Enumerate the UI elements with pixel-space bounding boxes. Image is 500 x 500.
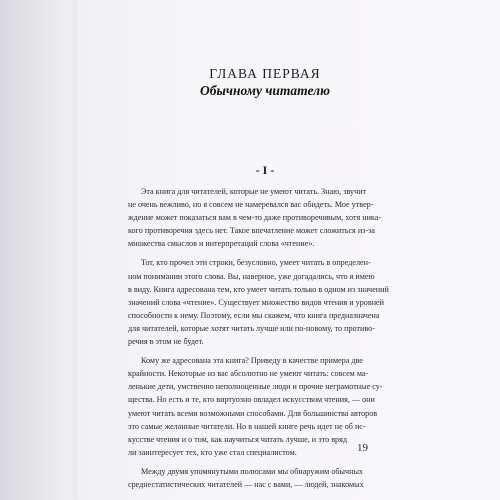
text-line: речия в этом не будет. [128,337,204,347]
text-line: Кому же адресована эта книга? Приведу в качестве примера две [141,356,363,366]
text-line: значений слова «чтение». Существует множество видов чтения и уровней [128,297,384,307]
page-number: 19 [357,442,368,454]
paragraph [128,465,363,491]
text-line: умеют читать всеми возможными способами. Для большинства авторов [128,408,378,418]
chapter-heading: ГЛАВА ПЕРВАЯ [209,66,321,81]
text-line: способности к нему. Поэтому, если мы скажем, что книга предназначена [128,310,380,320]
text-line: Тот, кто прочел эти строки, безусловно, умеет читать в определен- [141,258,371,268]
text-line: ли заинтересует тех, кто уже стал специалистом. [128,447,297,457]
text-line: в виду. Книга адресована тем, кто умеет читать только в одном из значений [128,284,389,294]
text-line: это самые желанные читатели. Но в нашей книге речь идет не об ис- [128,421,366,431]
paragraph [128,256,389,348]
text-line: не очень вежливо, но я совсем не намеревался вас обидеть. Мое утвер- [128,200,374,210]
text-line: среднестатистических читателей — нас с вами, — людей, знакомых [128,479,364,489]
chapter-subtitle: Обычному читателю [200,83,330,98]
paragraph [128,354,383,459]
text-line: кусстве чтения и о том, как научиться читать лучше, и это вряд [128,434,347,444]
text-line: ном понимании этого слова. Вы, наверное, уже догадались, что я имею [128,271,375,281]
body-text [128,185,389,497]
text-line: для читателей, которые хотят читать лучше или по-новому, то противо- [128,323,375,333]
text-line: крайности. Некоторые из вас абсолютно не умеют читать: совсем ма- [128,369,369,379]
text-line: щества. Но есть и те, кто виртуозно овладел искусством чтения, — они [128,395,375,405]
text-line: множества смыслов и интерпретаций слова «чтение». [128,239,315,249]
text-line: ленькие дети, умственно неполноценные люди и прочие неграмотные су- [128,382,383,392]
section-marker: - I - [255,163,275,177]
text-line: кого противоречия здесь нет. Такое впечатление может сложиться из-за [128,226,375,236]
text-line: ждение может показаться вам в чем-то даже противоречивым, хотя ника- [128,213,382,223]
paragraph [128,185,382,250]
text-line: Эта книга для читателей, которые не умеют читать. Знаю, звучит [141,187,367,196]
text-line: Между двумя упомянутыми полюсами мы обнаружим обычных [141,466,363,476]
